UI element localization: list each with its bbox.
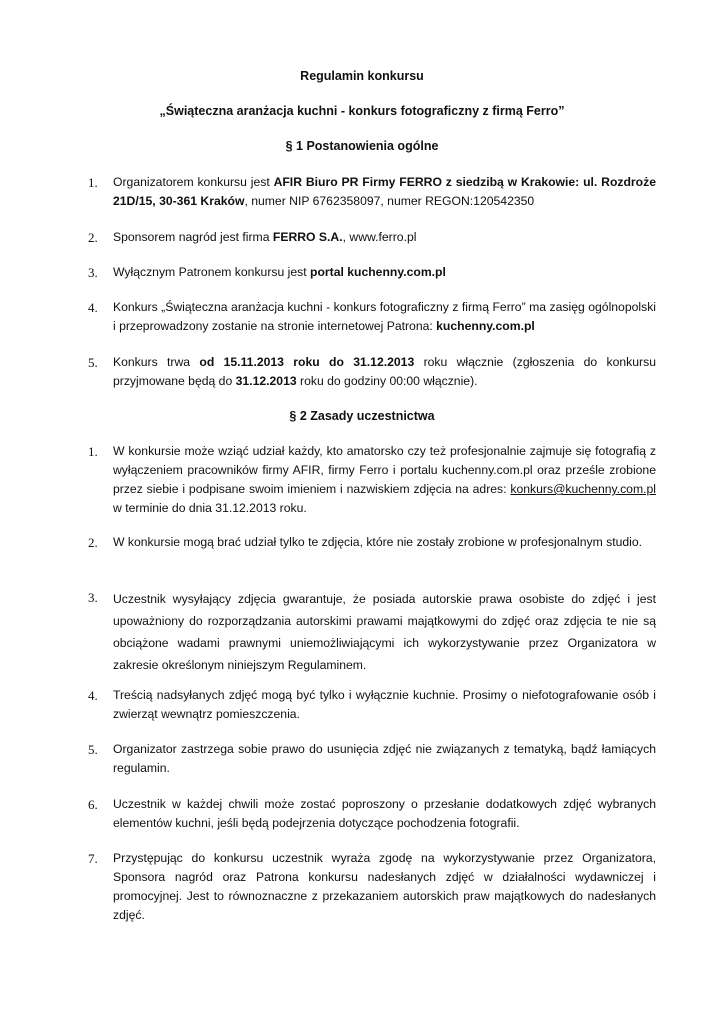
- text-run: w terminie do dnia 31.12.2013 roku.: [113, 501, 307, 515]
- item-text: [113, 686, 656, 724]
- text-run: W konkursie mogą brać udział tylko te zdjęcia, które nie zostały zrobione w profesjonalnym studio.: [113, 535, 643, 549]
- bold-text: portal kuchenny.com.pl: [310, 265, 446, 279]
- text-run: Przystępując do konkursu uczestnik wyraża zgodę na wykorzystywanie przez Organizatora, Sponsora nagród oraz Patrona konkursu nadesłanych zdjęć w działalności wydawniczej i promocyjnej. Jest to równoznaczne z przekazaniem autorskich praw majątkowych do nadesłanych zdjęć.: [113, 851, 656, 922]
- list-item: [88, 849, 656, 925]
- item-number: 5.: [88, 742, 98, 757]
- text-run: , www.ferro.pl: [342, 230, 417, 244]
- list-item: [88, 442, 656, 518]
- text-run: Treścią nadsyłanych zdjęć mogą być tylko i wyłącznie kuchnie. Prosimy o niefotografowanie osób i zwierząt wewnątrz pomieszczenia.: [113, 688, 656, 721]
- text-run: Wyłącznym Patronem konkursu jest: [113, 265, 310, 279]
- bold-text: od 15.11.2013 roku do 31.12.2013: [199, 355, 415, 369]
- list-item: [88, 298, 656, 336]
- section-2-heading: § 2 Zasady uczestnictwa: [289, 409, 435, 423]
- text-run: Konkurs „Świąteczna aranżacja kuchni - konkurs fotograficzny z firmą Ferro” ma zasięg ogólnopolski i przeprowadzony zostanie na stronie internetowej Patrona:: [113, 300, 656, 333]
- item-number: 2.: [88, 535, 98, 550]
- item-text: [113, 263, 656, 282]
- list-item: [88, 740, 656, 778]
- text-run: Uczestnik wysyłający zdjęcia gwarantuje, że posiada autorskie prawa osobiste do zdjęć i jest upoważniony do rozporządzania autorskimi prawami majątkowymi do zdjęć oraz zdjęcia te nie są obciążone wadami prawnymi uniemożliwiającymi ich wykorzystywanie przez Organizatora w zakresie określonym niniejszym Regulaminem.: [113, 592, 656, 672]
- item-number: 3.: [88, 590, 98, 605]
- text-run: roku do godziny 00:00 włącznie).: [296, 374, 478, 388]
- item-number: 2.: [88, 230, 98, 245]
- item-text: [113, 740, 656, 778]
- item-number: 5.: [88, 355, 98, 370]
- list-item: [88, 263, 656, 282]
- item-number: 7.: [88, 851, 98, 866]
- item-text: [113, 795, 656, 833]
- bold-text: FERRO S.A.: [272, 230, 343, 244]
- item-text: [113, 588, 656, 676]
- text-run: , numer NIP 6762358097, numer REGON:120542350: [244, 194, 535, 208]
- item-number: 3.: [88, 265, 98, 280]
- item-text: [113, 353, 656, 391]
- item-number: 4.: [88, 688, 98, 703]
- item-text: [113, 442, 656, 518]
- text-run: Organizatorem konkursu jest: [113, 175, 274, 189]
- text-run: roku włącznie (zgłoszenia do konkursu przyjmowane będą do: [113, 355, 656, 388]
- item-number: 6.: [88, 797, 98, 812]
- email-link[interactable]: konkurs@kuchenny.com.pl: [510, 482, 656, 496]
- text-run: Konkurs trwa: [113, 355, 200, 369]
- list-item: [88, 686, 656, 724]
- text-run: Organizator zastrzega sobie prawo do usunięcia zdjęć nie związanych z tematyką, bądź łamiących regulamin.: [113, 742, 656, 775]
- item-number: 1.: [88, 444, 98, 459]
- text-run: Sponsorem nagród jest firma: [113, 230, 273, 244]
- text-run: W konkursie może wziąć udział każdy, kto amatorsko czy też profesjonalnie zajmuje się fotografią z wyłączeniem pracowników firmy AFIR, firmy Ferro i portalu kuchenny.com.pl oraz prześle zrobione przez siebie i podpisane swoim imieniem i nazwiskiem zdjęcia na adres:: [113, 444, 656, 496]
- list-item: [88, 588, 656, 676]
- item-number: 1.: [88, 175, 98, 190]
- item-text: [113, 228, 656, 247]
- list-item: [88, 228, 656, 247]
- document-subtitle: „Świąteczna aranżacja kuchni - konkurs fotograficzny z firmą Ferro”: [159, 104, 565, 118]
- list-item: [88, 173, 656, 211]
- text-run: Uczestnik w każdej chwili może zostać poproszony o przesłanie dodatkowych zdjęć wybranych elementów kuchni, jeśli będą podejrzenia dotyczące pochodzenia fotografii.: [113, 797, 656, 830]
- document-title: Regulamin konkursu: [300, 69, 424, 83]
- item-text: [113, 298, 656, 336]
- bold-text: AFIR Biuro PR Firmy FERRO z siedzibą w Krakowie: ul. Rozdroże 21D/15, 30-361 Kraków: [113, 175, 656, 208]
- item-text: [113, 533, 656, 552]
- bold-text: 31.12.2013: [235, 374, 297, 388]
- bold-text: kuchenny.com.pl: [436, 319, 535, 333]
- list-item: [88, 353, 656, 391]
- item-number: 4.: [88, 300, 98, 315]
- section-1-heading: § 1 Postanowienia ogólne: [285, 139, 439, 153]
- list-item: [88, 795, 656, 833]
- list-item: [88, 533, 656, 552]
- item-text: [113, 849, 656, 925]
- item-text: [113, 173, 656, 211]
